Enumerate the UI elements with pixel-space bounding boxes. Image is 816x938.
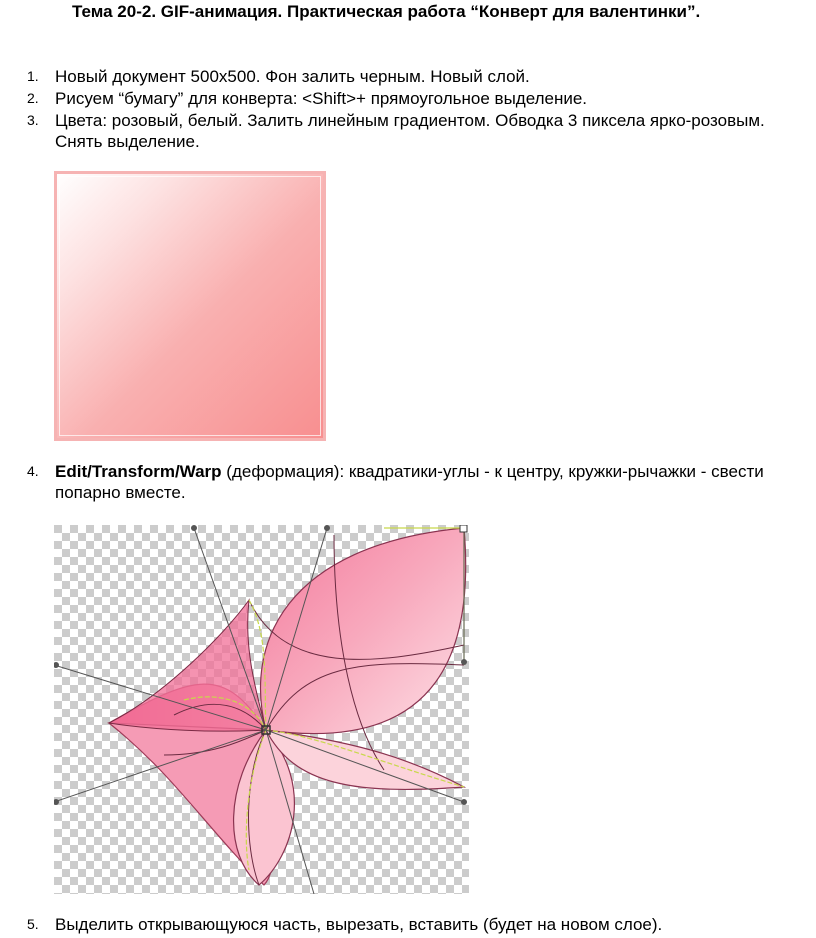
menu-path: Edit/Transform/Warp (55, 462, 222, 481)
step-number: 3. (27, 112, 39, 128)
gradient-paper-image (54, 171, 326, 441)
warp-illustration (54, 525, 469, 894)
step-text-continued: попарно вместе. (55, 483, 186, 502)
step-text-continued: Снять выделение. (55, 132, 200, 151)
step-text: Выделить открывающуюся часть, вырезать, вставить (будет на новом слое). (55, 915, 663, 934)
warp-corner-handle (460, 525, 467, 532)
page-title: Тема 20-2. GIF-анимация. Практическая работа “Конверт для валентинки”. (72, 2, 701, 21)
step-number: 4. (27, 463, 39, 479)
paper-inner-highlight (59, 176, 321, 436)
step-number: 1. (27, 68, 39, 84)
warp-handle (461, 799, 467, 805)
step-text: Рисуем “бумагу” для конверта: <Shift>+ прямоугольное выделение. (55, 89, 588, 108)
step-number: 2. (27, 90, 39, 106)
warp-handle (191, 525, 197, 531)
step-text (55, 461, 764, 482)
step-text-rest: (деформация): квадратики-углы - к центру, кружки-рычажки - свести (221, 462, 764, 481)
warp-handle (324, 525, 330, 531)
step-number: 5. (27, 916, 39, 932)
step-text: Новый документ 500х500. Фон залить черным. Новый слой. (55, 67, 530, 86)
warp-handle (461, 659, 467, 665)
step-text: Цвета: розовый, белый. Залить линейным градиентом. Обводка 3 пиксела ярко-розовым. (55, 111, 765, 130)
